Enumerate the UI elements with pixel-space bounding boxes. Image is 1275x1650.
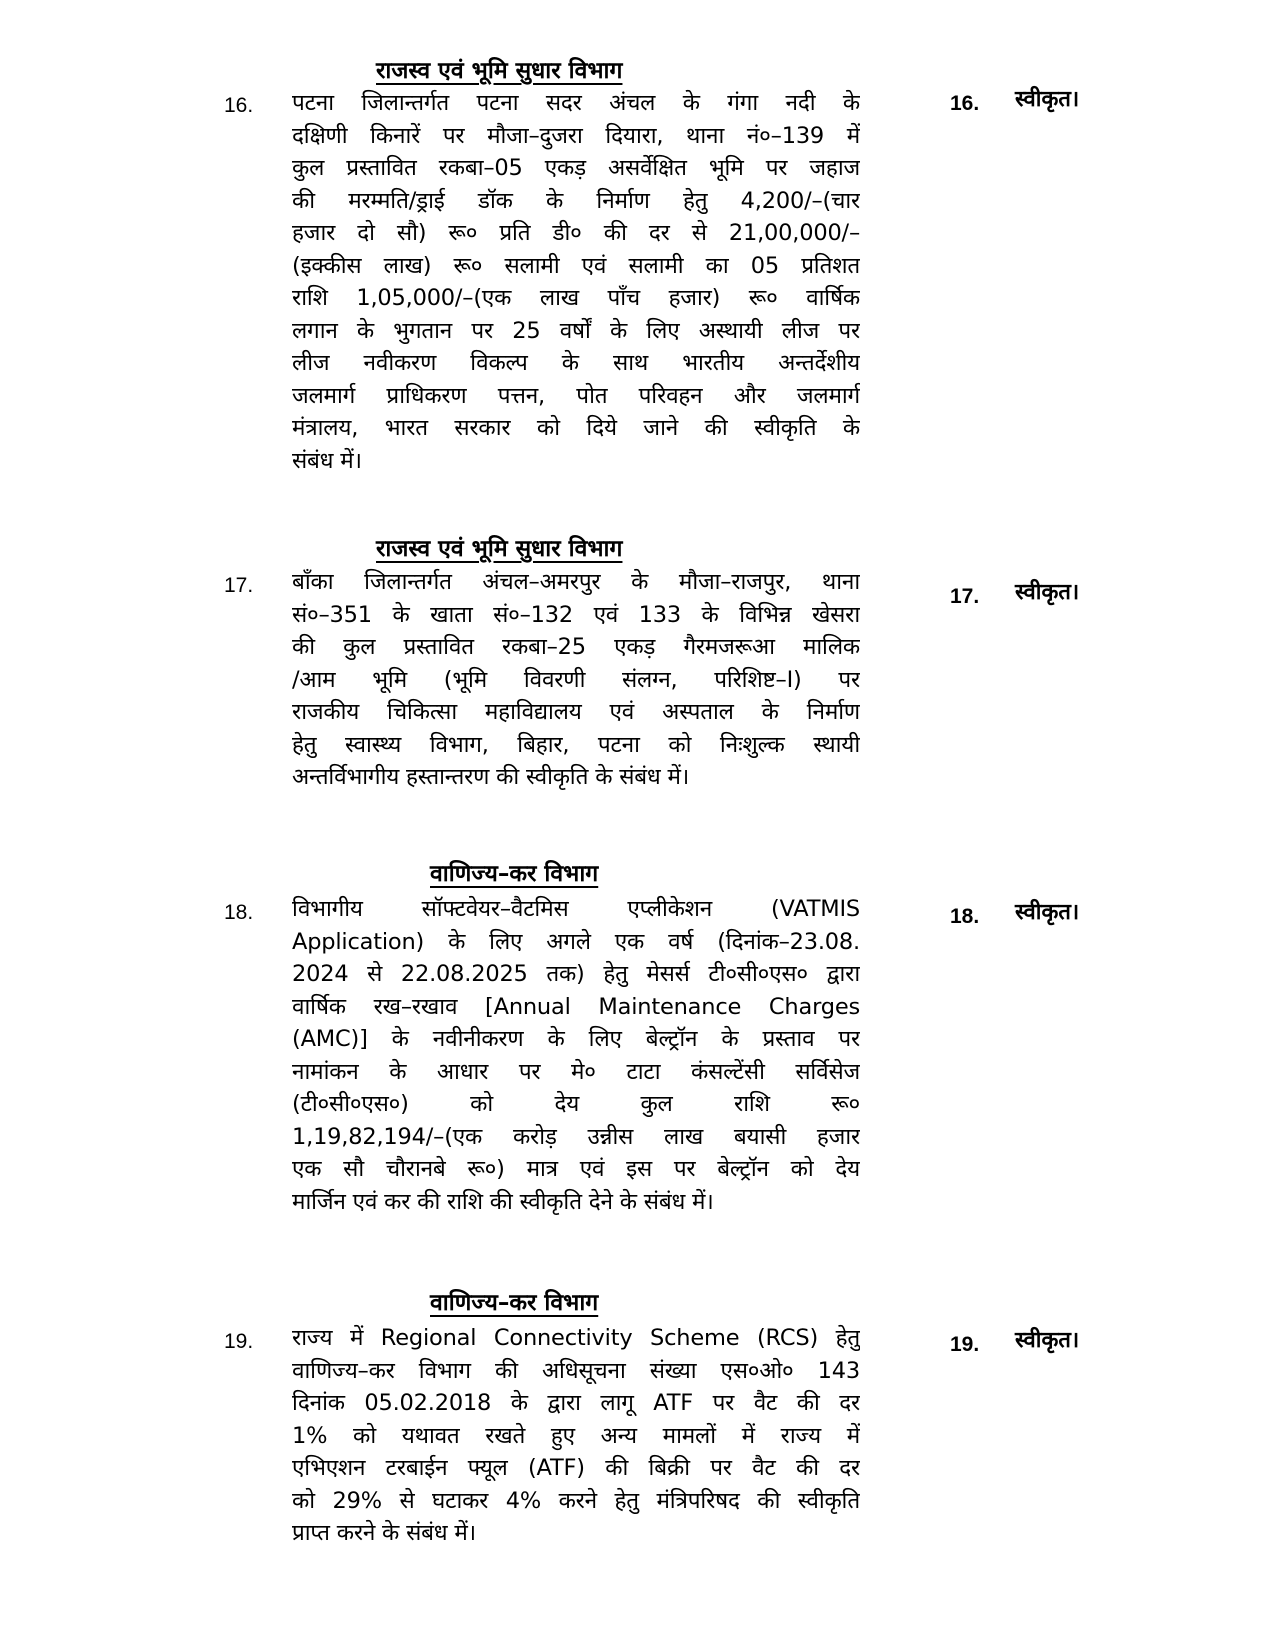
department-heading: वाणिज्य–कर विभाग xyxy=(430,1290,599,1316)
description-line: वार्षिक रख–रखाव [Annual Maintenance Charges xyxy=(292,993,860,1020)
description-line: वाणिज्य–कर विभाग की अधिसूचना संख्या एस०ओ० 143 xyxy=(292,1357,860,1384)
description-line: दक्षिणी किनारें पर मौजा–दुजरा दियारा, थाना नं०–139 में xyxy=(292,122,860,149)
department-heading: राजस्व एवं भूमि सुधार विभाग xyxy=(376,536,623,562)
decision-status: स्वीकृत। xyxy=(1015,87,1080,112)
item-description xyxy=(292,87,860,477)
description-line: लीज नवीकरण विकल्प के साथ भारतीय अन्तर्देशीय xyxy=(292,350,860,376)
description-line: प्राप्त करने के संबंध में। xyxy=(292,1520,476,1546)
item-description xyxy=(292,1322,860,1550)
department-heading: राजस्व एवं भूमि सुधार विभाग xyxy=(376,58,623,84)
description-line: एभिएशन टरबाईन फ्यूल (ATF) की बिक्री पर वैट की दर xyxy=(292,1455,860,1481)
description-line: जलमार्ग प्राधिकरण पत्तन, पोत परिवहन और जलमार्ग xyxy=(292,382,860,409)
description-line: मार्जिन एवं कर की राशि की स्वीकृति देने के संबंध में। xyxy=(292,1188,714,1215)
item-number: 16. xyxy=(224,94,254,117)
decision-status: स्वीकृत। xyxy=(1015,900,1080,925)
description-line: हजार दो सौ) रू० प्रति डी० की दर से 21,00,000/– xyxy=(292,220,860,246)
item-number: 18. xyxy=(224,901,254,924)
description-line: 1,19,82,194/–(एक करोड़ उन्नीस लाख बयासी हजार xyxy=(292,1123,860,1150)
description-line: संबंध में। xyxy=(292,447,362,474)
description-line: (इक्कीस लाख) रू० सलामी एवं सलामी का 05 प्रतिशत xyxy=(292,252,860,279)
description-line: को 29% से घटाकर 4% करने हेतु मंत्रिपरिषद की स्वीकृति xyxy=(292,1487,860,1514)
description-line: मंत्रालय, भारत सरकार को दिये जाने की स्वीकृति के xyxy=(292,415,860,441)
description-line: पटना जिलान्तर्गत पटना सदर अंचल के गंगा नदी के xyxy=(292,90,860,116)
description-line: राशि 1,05,000/–(एक लाख पाँच हजार) रू० वार्षिक xyxy=(292,285,860,311)
department-heading: वाणिज्य–कर विभाग xyxy=(430,861,599,887)
decision-status: स्वीकृत। xyxy=(1015,580,1080,605)
description-line: राज्य में Regional Connectivity Scheme (RCS) हेतु xyxy=(292,1325,860,1351)
result-number: 17. xyxy=(950,585,980,608)
description-line: राजकीय चिकित्सा महाविद्यालय एवं अस्पताल के निर्माण xyxy=(292,699,860,725)
description-line: दिनांक 05.02.2018 के द्वारा लागू ATF पर वैट की दर xyxy=(292,1390,860,1416)
item-number: 19. xyxy=(224,1330,254,1353)
description-line: की मरम्मति/ड्राई डॉक के निर्माण हेतु 4,200/–(चार xyxy=(292,187,860,214)
description-line: की कुल प्रस्तावित रकबा–25 एकड़ गैरमजरूआ मालिक xyxy=(292,634,860,660)
description-line: /आम भूमि (भूमि विवरणी संलग्न, परिशिष्ट–I) पर xyxy=(292,666,860,693)
description-line: नामांकन के आधार पर मे० टाटा कंसल्टेंसी सर्विसेज xyxy=(292,1058,860,1085)
description-line: लगान के भुगतान पर 25 वर्षों के लिए अस्थायी लीज पर xyxy=(292,317,860,344)
description-line: एक सौ चौरानबे रू०) मात्र एवं इस पर बेल्ट्रॉन को देय xyxy=(292,1156,860,1182)
item-number: 17. xyxy=(224,574,254,597)
result-number: 19. xyxy=(950,1333,980,1356)
result-number: 18. xyxy=(950,905,980,928)
description-line: (टी०सी०एस०) को देय कुल राशि रू० xyxy=(292,1091,860,1117)
item-description xyxy=(292,566,860,794)
item-description xyxy=(292,893,860,1218)
description-line: अन्तर्विभागीय हस्तान्तरण की स्वीकृति के संबंध में। xyxy=(292,764,690,790)
description-line: (AMC)] के नवीनीकरण के लिए बेल्ट्रॉन के प्रस्ताव पर xyxy=(292,1026,860,1052)
description-line: बाँका जिलान्तर्गत अंचल–अमरपुर के मौजा–राजपुर, थाना xyxy=(292,569,860,595)
description-line: कुल प्रस्तावित रकबा–05 एकड़ असर्वेक्षित भूमि पर जहाज xyxy=(292,155,860,181)
description-line: 2024 से 22.08.2025 तक) हेतु मेसर्स टी०सी०एस० द्वारा xyxy=(292,961,860,987)
description-line: Application) के लिए अगले एक वर्ष (दिनांक–23.08. xyxy=(292,928,860,955)
description-line: सं०–351 के खाता सं०–132 एवं 133 के विभिन्न खेसरा xyxy=(292,601,860,628)
decision-status: स्वीकृत। xyxy=(1015,1328,1080,1353)
description-line: हेतु स्वास्थ्य विभाग, बिहार, पटना को निःशुल्क स्थायी xyxy=(292,731,860,758)
description-line: विभागीय सॉफ्टवेयर–वैटमिस एप्लीकेशन (VATMIS xyxy=(292,896,860,922)
result-number: 16. xyxy=(950,92,980,115)
description-line: 1% को यथावत रखते हुए अन्य मामलों में राज्य में xyxy=(292,1422,860,1449)
